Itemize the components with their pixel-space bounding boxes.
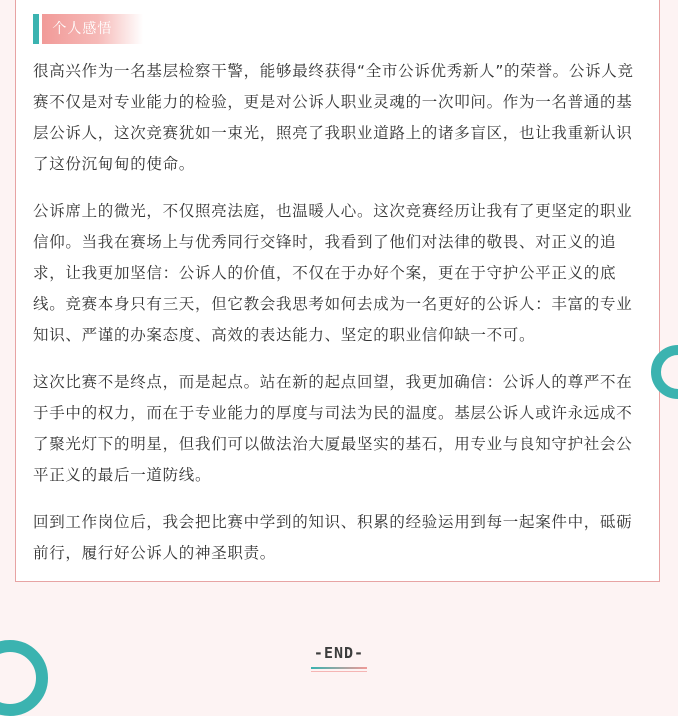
paragraph-3: 这次比赛不是终点，而是起点。站在新的起点回望，我更加确信：公诉人的尊严不在于手中的权力，而在于专业能力的厚度与司法为民的温度。基层公诉人或许永远成不了聚光灯下的明星，但我们可以做法治大厦最坚实的基石，用专业与良知守护社会公平正义的最后一道防线。 — [33, 373, 633, 484]
paragraph-2: 公诉席上的微光，不仅照亮法庭，也温暖人心。这次竞赛经历让我有了更坚定的职业信仰。当我在赛场上与优秀同行交锋时，我看到了他们对法律的敬畏、对正义的追求，让我更加坚信：公诉人的价值，不仅在于办好个案，更在于守护公平正义的底线。竞赛本身只有三天，但它教会我思考如何去成为一名更好的公诉人：丰富的专业知识、严谨的办案态度、高效的表达能力、坚定的职业信仰缺一不可。 — [33, 202, 633, 344]
section-header — [33, 14, 143, 44]
article-card — [15, 0, 660, 582]
section-title: 个人感悟 — [42, 14, 143, 44]
paragraph-4: 回到工作岗位后，我会把比赛中学到的知识、积累的经验运用到每一起案件中，砥砺前行，履行好公诉人的神圣职责。 — [33, 513, 633, 562]
paragraph-1: 很高兴作为一名基层检察干警，能够最终获得“全市公诉优秀新人”的荣誉。公诉人竞赛不仅是对专业能力的检验，更是对公诉人职业灵魂的一次叩问。作为一名普通的基层公诉人，这次竞赛犹如一束光，照亮了我职业道路上的诸多盲区，也让我重新认识了这份沉甸甸的使命。 — [33, 62, 634, 173]
end-underline — [311, 667, 367, 669]
article-body — [33, 56, 645, 585]
end-marker — [0, 643, 678, 672]
end-underline-secondary — [311, 671, 367, 672]
section-accent-bar — [33, 14, 39, 44]
end-label: -END- — [313, 644, 365, 662]
